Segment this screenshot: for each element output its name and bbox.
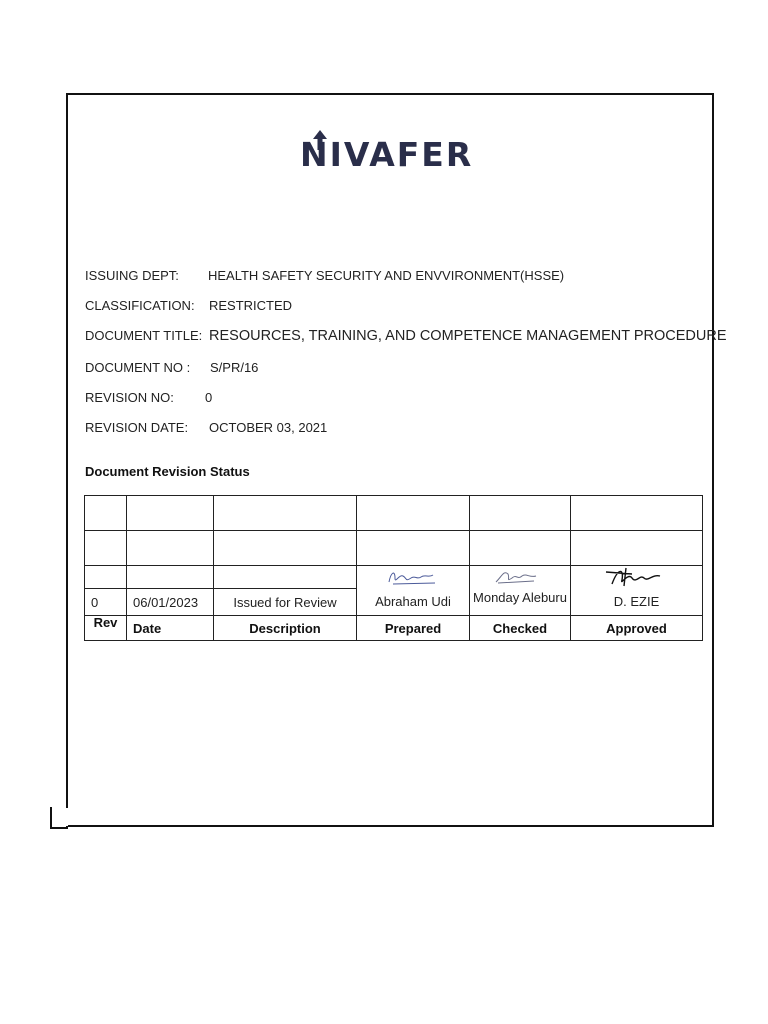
meta-value: S/PR/16 (210, 360, 259, 375)
table-cell (357, 531, 470, 566)
header-prepared: Prepared (357, 616, 470, 641)
table-cell (214, 496, 357, 531)
frame-corner-mark-base (50, 827, 68, 829)
meta-label: REVISION DATE: (85, 420, 189, 435)
meta-label: DOCUMENT TITLE: (85, 328, 203, 343)
table-cell (127, 496, 214, 531)
meta-label: REVISION NO: (85, 390, 174, 405)
rev-value: 0 (85, 589, 127, 616)
table-row (85, 589, 703, 616)
table-cell (571, 496, 703, 531)
table-row-signatures (85, 566, 703, 589)
table-cell (214, 566, 357, 589)
date-value: 06/01/2023 (127, 589, 214, 616)
checked-cell (470, 589, 571, 616)
table-cell (571, 531, 703, 566)
revision-status-table (84, 495, 703, 641)
table-cell (127, 531, 214, 566)
table-cell (85, 496, 127, 531)
meta-value: OCTOBER 03, 2021 (209, 420, 328, 435)
description-value: Issued for Review (214, 589, 357, 616)
table-header-row (85, 616, 703, 641)
header-approved: Approved (571, 616, 703, 641)
meta-value: HEALTH SAFETY SECURITY AND ENVVIRONMENT(HSSE) (208, 268, 565, 283)
table-cell (470, 496, 571, 531)
signature-cell-checked (470, 566, 571, 589)
table-row-empty (85, 496, 703, 531)
table-cell (127, 566, 214, 589)
checked-value: Monday Aleburu (473, 589, 567, 605)
signature-cell-prepared (357, 566, 470, 589)
meta-value: 0 (205, 390, 213, 405)
signature-approved-icon (602, 566, 672, 588)
frame-gap (64, 808, 68, 826)
table-cell (85, 531, 127, 566)
meta-label: ISSUING DEPT: (85, 268, 179, 283)
meta-value: RESOURCES, TRAINING, AND COMPETENCE MANAGEMENT PROCEDURE (209, 328, 727, 344)
signature-prepared-icon (383, 566, 443, 588)
logo-text: NIVAFER (300, 135, 474, 170)
table-cell (357, 496, 470, 531)
table-row-empty (85, 531, 703, 566)
header-rev: Rev (85, 616, 127, 641)
table-cell (470, 531, 571, 566)
meta-label: CLASSIFICATION: (85, 298, 195, 313)
approved-value: D. EZIE (571, 589, 703, 616)
prepared-value: Abraham Udi (357, 589, 470, 616)
header-checked: Checked (470, 616, 571, 641)
header-description: Description (214, 616, 357, 641)
signature-cell-approved (571, 566, 703, 589)
frame-corner-mark (50, 807, 52, 829)
document-frame (66, 93, 714, 827)
revision-status-heading: Document Revision Status (85, 464, 250, 479)
signature-checked-icon (490, 566, 550, 588)
header-date: Date (127, 616, 214, 641)
meta-label: DOCUMENT NO : (85, 360, 191, 375)
meta-value: RESTRICTED (209, 298, 293, 313)
company-logo (298, 126, 484, 170)
table-cell (85, 566, 127, 589)
table-cell (214, 531, 357, 566)
